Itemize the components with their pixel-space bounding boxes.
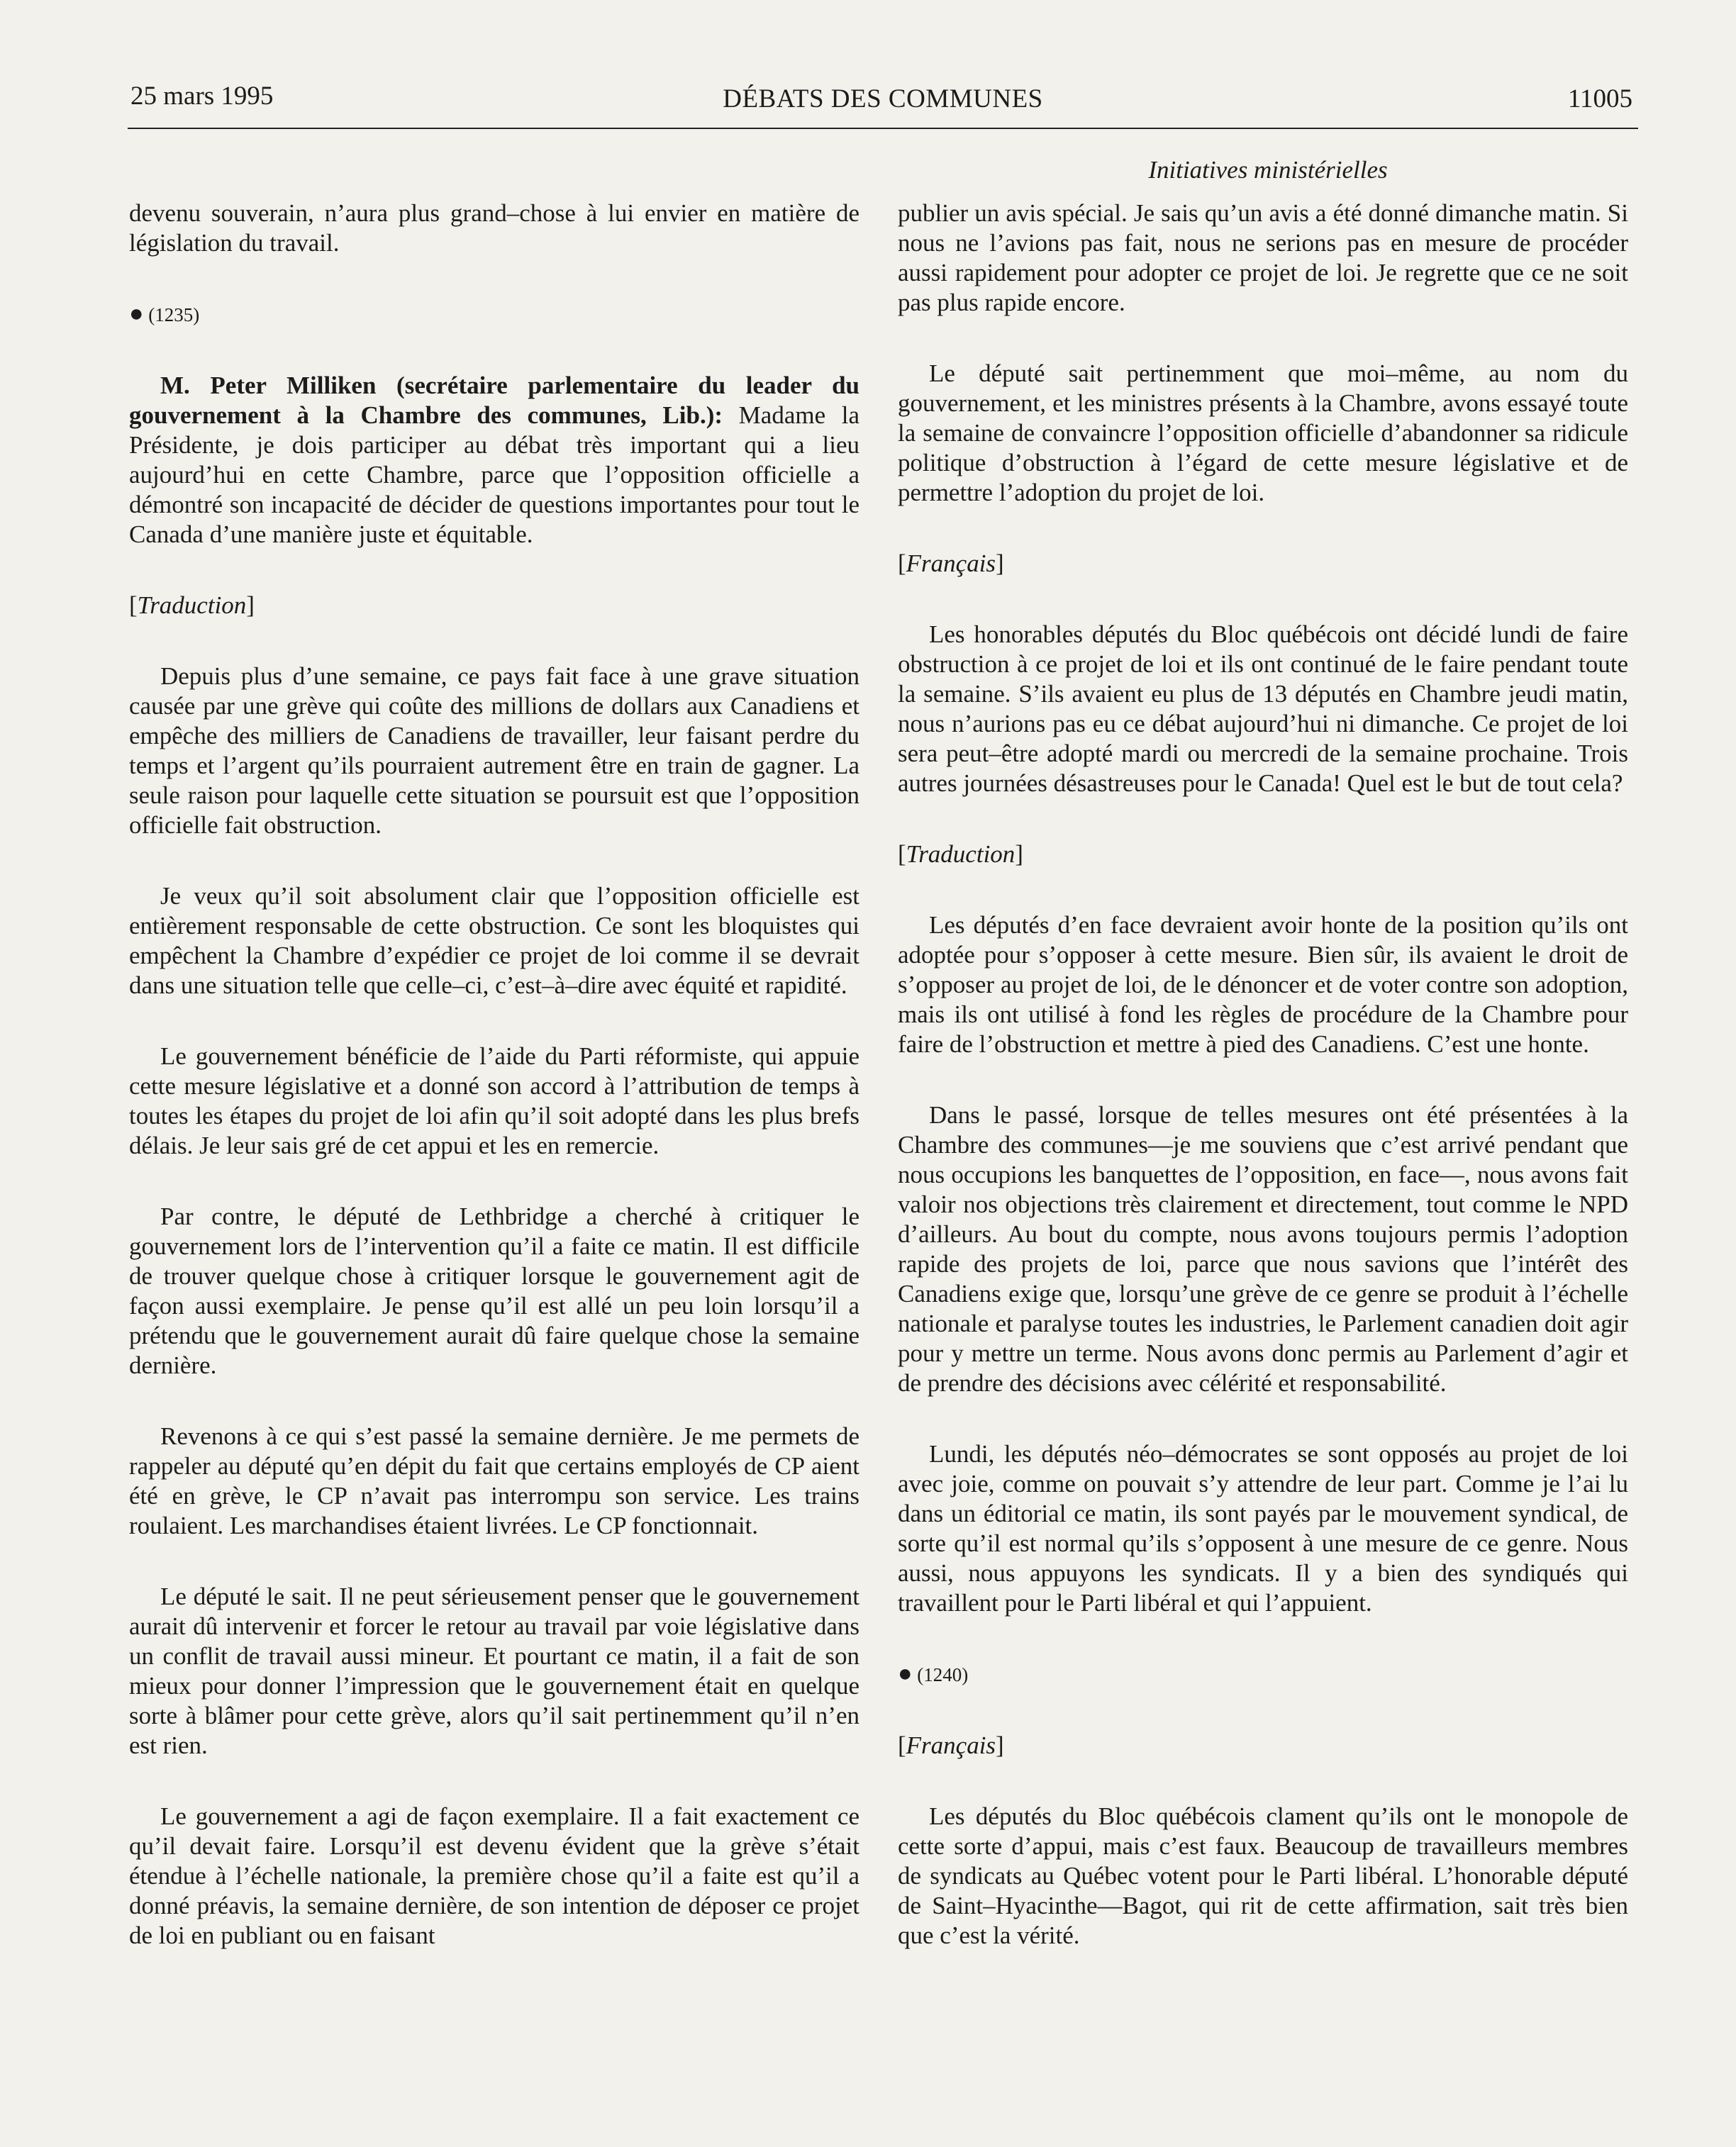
header-title: DÉBATS DES COMMUNES xyxy=(723,84,1043,113)
language-tag-label: Français xyxy=(906,550,996,577)
paragraph: Le gouvernement a agi de façon exemplaire. Il a fait exactement ce qu’il devait faire. Lorsqu’il est devenu évident que la grève s’était étendue à l’échelle nationale, la première chose qu’il a faite est qu’il a donné préavis, la semaine dernière, de son intention de déposer ce projet de loi en publiant ou en faisant xyxy=(129,1802,859,1949)
language-tag-label: Traduction xyxy=(906,840,1016,868)
paragraph: Depuis plus d’une semaine, ce pays fait face à une grave situation causée par une grève qui coûte des millions de dollars aux Canadiens et empêche des milliers de Canadiens de travailler, leur faisant perdre du temps et l’argent qu’ils pourraient autrement être en train de gagner. La seule raison pour laquelle cette situation se poursuit est que l’opposition officielle fait obstruction. xyxy=(129,662,859,839)
language-tag-label: Traduction xyxy=(137,591,247,619)
time-marker xyxy=(898,1659,1628,1690)
paragraph: Revenons à ce qui s’est passé la semaine dernière. Je me permets de rappeler au député qu’en dépit du fait que certains employés de CP aient été en grève, le CP n’avait pas interrompu son service. Les trains roulaient. Les marchandises étaient livrées. Le CP fonctionnait. xyxy=(129,1422,859,1539)
page-header xyxy=(128,75,1638,119)
left-column xyxy=(129,199,859,1992)
paragraph: Les honorables députés du Bloc québécois ont décidé lundi de faire obstruction à ce projet de loi et ils ont continué de le faire pendant toute la semaine. S’ils avaient eu plus de 13 députés en Chambre jeudi matin, nous n’aurions pas eu ce débat aujourd’hui ni dimanche. Ce projet de loi sera peut–être adopté mardi ou mercredi de la semaine prochaine. Trois autres journées désastreuses pour le Canada! Quel est le but de tout cela? xyxy=(898,620,1628,797)
paragraph: Les députés du Bloc québécois clament qu’ils ont le monopole de cette sorte d’appui, mais c’est faux. Beaucoup de travailleurs membres de syndicats au Québec votent pour le Parti libéral. L’honorable député de Saint–Hyacinthe—Bagot, qui rit de cette affirmation, sait très bien que c’est la vérité. xyxy=(898,1802,1628,1949)
paragraph: Lundi, les députés néo–démocrates se sont opposés au projet de loi avec joie, comme on pouvait s’y attendre de leur part. Comme je l’ai lu dans un éditorial ce matin, ils sont payés par le mouvement syndical, de sorte qu’il est normal qu’ils s’opposent à une mesure de ce genre. Nous aussi, nous appuyons les syndicats. Il y a bien des syndiqués qui travaillent pour le Parti libéral et qui l’appuient. xyxy=(898,1440,1628,1617)
speaker-text: Madame la Présidente, je dois participer au débat très important qui a lieu aujourd’hui en cette Chambre, parce que l’opposition officielle a démontré son incapacité de décider de questions importantes pour tout le Canada d’une manière juste et équitable. xyxy=(129,401,859,548)
header-page-number: 11005 xyxy=(1567,84,1632,113)
paragraph: Par contre, le député de Lethbridge a cherché à critiquer le gouvernement lors de l’intervention qu’il a faite ce matin. Il est difficile de trouver quelque chose à critiquer lorsque le gouvernement agit de façon aussi exemplaire. Je pense qu’il est allé un peu loin lorsqu’il a prétendu que le gouvernement aurait dû faire quelque chose la semaine dernière. xyxy=(129,1203,859,1379)
right-column xyxy=(898,199,1628,1992)
section-title: Initiatives ministérielles xyxy=(1148,156,1388,184)
paragraph: devenu souverain, n’aura plus grand–chose à lui envier en matière de législation du travail. xyxy=(129,199,859,257)
bullet-icon: ● xyxy=(129,301,144,327)
language-tag: [Traduction] xyxy=(129,591,255,619)
paragraph: Le gouvernement bénéficie de l’aide du Parti réformiste, qui appuie cette mesure législative et a donné son accord à l’attribution de temps à toutes les étapes du projet de loi afin qu’il soit adopté dans les plus brefs délais. Je leur sais gré de cet appui et les en remercie. xyxy=(129,1042,859,1159)
language-tag: [Français] xyxy=(898,1731,1004,1759)
paragraph: Je veux qu’il soit absolument clair que l’opposition officielle est entièrement responsable de cette obstruction. Ce sont les bloquistes qui empêchent la Chambre d’expédier ce projet de loi comme il se devrait dans une situation telle que celle–ci, c’est–à–dire avec équité et rapidité. xyxy=(129,882,859,999)
paragraph: publier un avis spécial. Je sais qu’un avis a été donné dimanche matin. Si nous ne l’avions pas fait, nous ne serions pas en mesure de procéder aussi rapidement pour adopter ce projet de loi. Je regrette que ce ne soit pas plus rapide encore. xyxy=(898,199,1628,316)
header-date: 25 mars 1995 xyxy=(130,82,274,111)
speaker-name: M. Peter Milliken (secrétaire parlementaire du leader du gouvernement à la Chambre des communes, Lib.): xyxy=(129,372,859,429)
paragraph: Le député le sait. Il ne peut sérieusement penser que le gouvernement aurait dû intervenir et forcer le retour au travail par voie législative dans un conflit de travail aussi mineur. Et pourtant ce matin, il a fait de son mieux pour donner l’impression que le gouvernement était en quelque sorte à blâmer pour cette grève, alors qu’il sait pertinemment qu’il n’en est rien. xyxy=(129,1583,859,1759)
time-marker-label: (1240) xyxy=(917,1664,969,1685)
language-tag: [Traduction] xyxy=(898,840,1023,868)
paragraph: Le député sait pertinemment que moi–même, au nom du gouvernement, et les ministres présents à la Chambre, avons essayé toute la semaine de convaincre l’opposition officielle d’abandonner sa ridicule politique d’obstruction à l’égard de cette mesure législative et de permettre l’adoption du projet de loi. xyxy=(898,359,1628,506)
time-marker xyxy=(129,299,859,330)
bullet-icon: ● xyxy=(898,1661,913,1687)
speaker-paragraph xyxy=(129,371,859,550)
language-tag: [Français] xyxy=(898,550,1004,577)
time-marker-label: (1235) xyxy=(148,304,200,325)
header-rule xyxy=(128,128,1638,129)
language-tag-label: Français xyxy=(906,1731,996,1759)
paragraph: Dans le passé, lorsque de telles mesures ont été présentées à la Chambre des communes—je me souviens que c’est arrivé pendant que nous occupions les banquettes de l’opposition, en face—, nous avons fait valoir nos objections très clairement et directement, tout comme le NPD d’ailleurs. Au bout du compte, nous avons toujours permis l’adoption rapide des projets de loi, parce que nous savions que l’intérêt des Canadiens exige que, lorsqu’une grève de ce genre se produit à l’échelle nationale et paralyse toutes les industries, le Parlement canadien doit agir pour y mettre un terme. Nous avons donc permis au Parlement d’agir et de prendre des décisions avec célérité et responsabilité. xyxy=(898,1101,1628,1397)
paragraph: Les députés d’en face devraient avoir honte de la position qu’ils ont adoptée pour s’opposer à cette mesure. Bien sûr, ils avaient le droit de s’opposer au projet de loi, de le dénoncer et de voter contre son adoption, mais ils ont utilisé à fond les règles de procédure de la Chambre pour faire de l’obstruction et mettre à pied des Canadiens. C’est une honte. xyxy=(898,911,1628,1058)
